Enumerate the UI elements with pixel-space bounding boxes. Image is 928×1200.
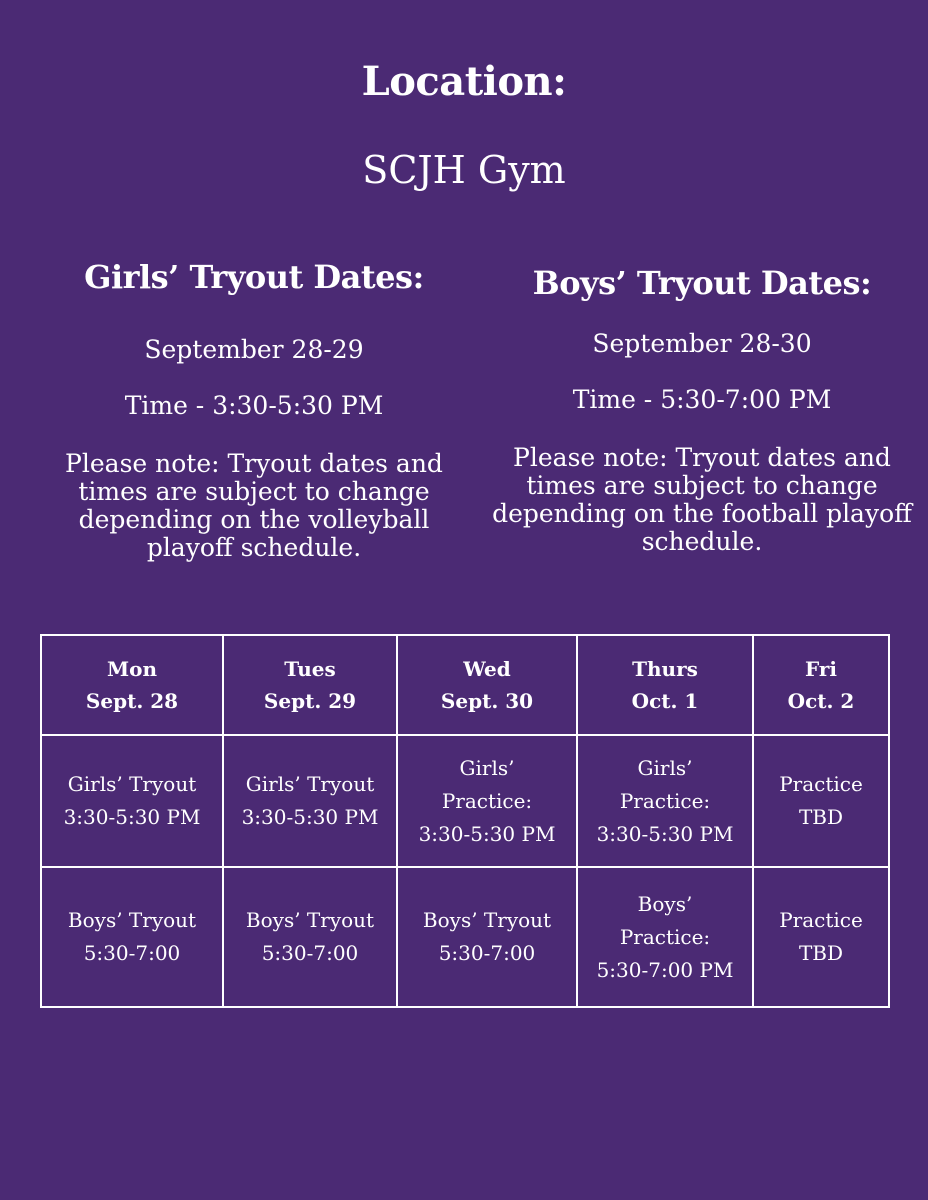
schedule-table <box>40 634 890 1008</box>
header-cell-wed <box>397 635 577 735</box>
cell-line: Girls’ <box>459 755 515 780</box>
cell-line: 3:30-5:30 PM <box>63 805 201 829</box>
cell-line: Boys’ <box>637 891 693 916</box>
header-date: Sept. 29 <box>263 689 357 713</box>
cell-line: Girls’ Tryout <box>67 772 197 796</box>
header-date: Sept. 30 <box>440 689 534 713</box>
cell-line: 3:30-5:30 PM <box>418 821 556 846</box>
header-cell-thurs <box>577 635 753 735</box>
header-cell-tues <box>223 635 397 735</box>
boys-tryout-time: Time - 5:30-7:00 PM <box>572 385 832 414</box>
cell-line: Girls’ Tryout <box>245 772 375 796</box>
cell-line: TBD <box>798 941 844 965</box>
header-day: Mon <box>106 657 158 681</box>
cell-line: 5:30-7:00 <box>438 941 536 965</box>
location-value: SCJH Gym <box>362 148 566 192</box>
table-cell <box>223 867 397 1007</box>
cell-line: Practice: <box>619 788 711 813</box>
cell-line: 5:30-7:00 PM <box>596 957 734 982</box>
cell-line: Practice <box>779 908 863 932</box>
table-cell <box>577 867 753 1007</box>
header-cell-fri <box>753 635 889 735</box>
table-cell <box>577 735 753 867</box>
cell-line: 3:30-5:30 PM <box>241 805 379 829</box>
cell-line: 3:30-5:30 PM <box>596 821 734 846</box>
table-cell <box>753 735 889 867</box>
table-cell <box>41 867 223 1007</box>
girls-tryout-note: Please note: Tryout dates and times are subject to change depending on the volleyball playoff schedule. <box>65 449 443 562</box>
boys-tryout-note: Please note: Tryout dates and times are subject to change depending on the football playoff schedule. <box>492 443 912 556</box>
girls-schedule-row <box>41 735 889 867</box>
header-day: Fri <box>805 657 837 681</box>
cell-line: Girls’ <box>637 755 693 780</box>
cell-line: TBD <box>798 805 844 829</box>
table-cell <box>223 735 397 867</box>
cell-line: Practice: <box>441 788 533 813</box>
header-date: Sept. 28 <box>85 689 179 713</box>
header-date: Oct. 2 <box>787 689 855 713</box>
header-day: Wed <box>463 657 511 681</box>
girls-tryout-time: Time - 3:30-5:30 PM <box>124 391 384 420</box>
schedule-header-row <box>41 635 889 735</box>
cell-line: 5:30-7:00 <box>261 941 359 965</box>
header-date: Oct. 1 <box>631 689 699 713</box>
cell-line: Practice: <box>619 924 711 949</box>
cell-line: Practice <box>779 772 863 796</box>
table-cell <box>753 867 889 1007</box>
header-cell-mon <box>41 635 223 735</box>
girls-tryout-section <box>44 0 464 1200</box>
boys-schedule-row <box>41 867 889 1007</box>
table-cell <box>397 735 577 867</box>
boys-tryout-section <box>492 0 912 1200</box>
cell-line: 5:30-7:00 <box>83 941 181 965</box>
cell-line: Boys’ Tryout <box>67 908 197 932</box>
boys-tryout-title: Boys’ Tryout Dates: <box>532 264 872 302</box>
table-cell <box>397 867 577 1007</box>
location-title: Location: <box>361 58 567 105</box>
cell-line: Boys’ Tryout <box>245 908 375 932</box>
girls-tryout-title: Girls’ Tryout Dates: <box>84 258 424 296</box>
header-day: Tues <box>284 657 336 681</box>
cell-line: Boys’ Tryout <box>422 908 552 932</box>
boys-tryout-dates: September 28-30 <box>592 329 812 358</box>
table-cell <box>41 735 223 867</box>
header-day: Thurs <box>632 657 698 681</box>
girls-tryout-dates: September 28-29 <box>144 335 364 364</box>
